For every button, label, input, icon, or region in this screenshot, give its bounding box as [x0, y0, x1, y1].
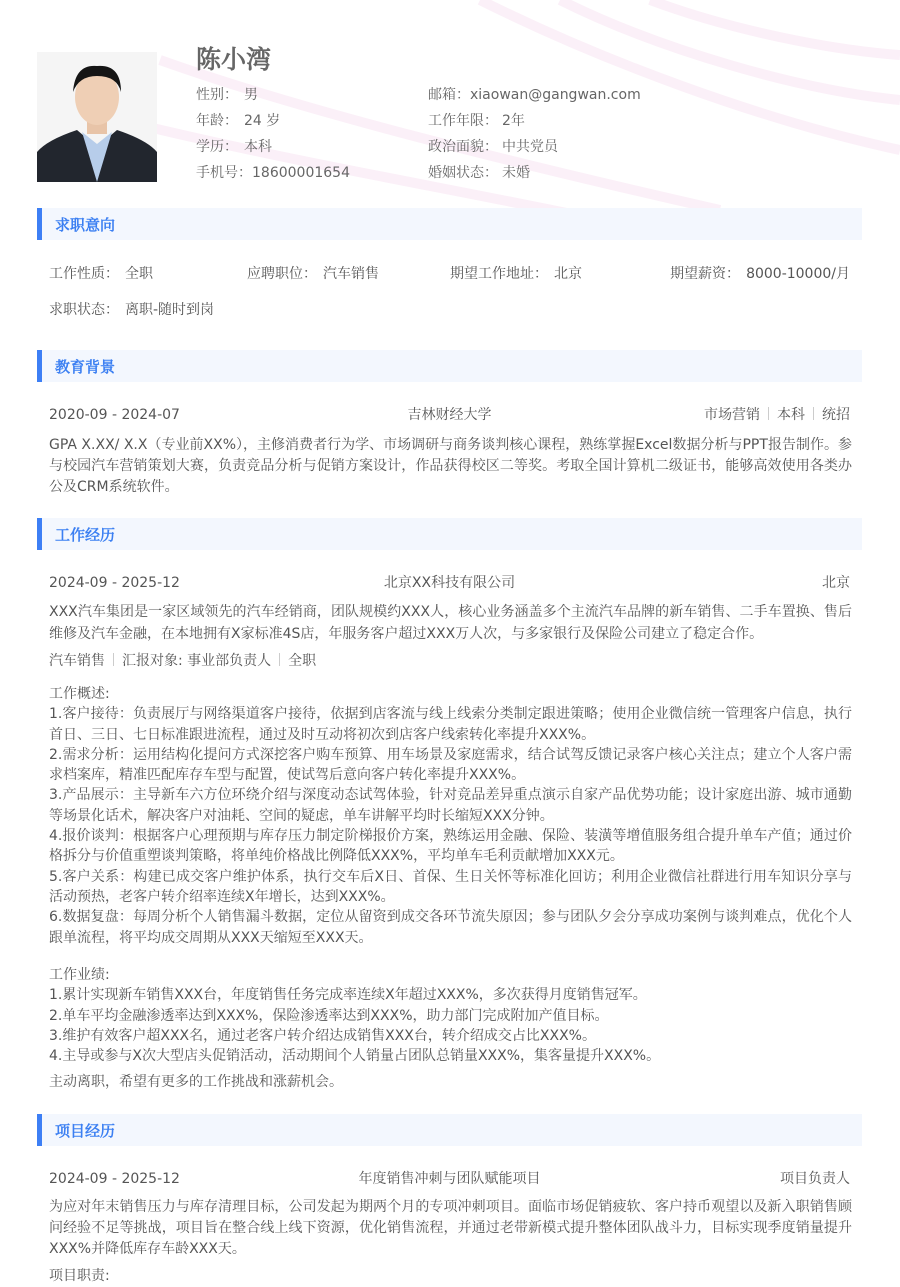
overview-item: 2.需求分析：运用结构化提问方式深挖客户购车预算、用车场景及家庭需求，结合试驾反馈记录客户核心关注点；建立个人客户需求档案库，精准匹配库存车型与配置，使试驾后意向客户转化率提升XXX%。 — [49, 746, 852, 784]
section-header-intent — [37, 208, 862, 240]
tag: 汽车销售 — [49, 653, 105, 669]
email-field — [428, 85, 641, 105]
school-name: 吉林财经大学 — [407, 407, 492, 423]
profile-photo — [37, 52, 157, 182]
section-header-work — [37, 518, 862, 550]
status-label: 求职状态： — [49, 302, 119, 318]
years-value: 2年 — [502, 113, 525, 129]
phone-field — [196, 163, 350, 183]
leave-reason: 主动离职，希望有更多的工作挑战和涨薪机会。 — [49, 1074, 343, 1090]
age-label: 年龄： — [196, 113, 238, 129]
years-label: 工作年限： — [428, 113, 498, 129]
email-value: xiaowan@gangwan.com — [470, 87, 641, 103]
work-achievements — [49, 965, 852, 1066]
job-type-value: 全职 — [125, 266, 153, 282]
education-label: 学历： — [196, 139, 238, 155]
section-header-project — [37, 1114, 862, 1146]
years-field — [428, 111, 525, 131]
overview-item: 5.客户关系：构建已成交客户维护体系，执行交车后X日、首保、生日关怀等标准化回访；利用企业微信社群进行用车知识分享与活动预热，老客户转介绍率连续X年增长，达到XXX%。 — [49, 868, 852, 905]
gender-value: 男 — [244, 87, 258, 103]
location-field — [450, 264, 582, 284]
age-value: 24 岁 — [244, 113, 281, 129]
status-row — [49, 300, 850, 320]
salary-field — [670, 264, 850, 284]
project-role: 项目负责人 — [780, 1171, 850, 1187]
company-name: 北京XX科技有限公司 — [383, 575, 516, 591]
gender-label: 性别： — [196, 87, 238, 103]
phone-value: 18600001654 — [252, 165, 350, 181]
achievements-label: 工作业绩: — [49, 967, 110, 983]
status-value: 离职-随时到岗 — [125, 302, 215, 318]
company-description: XXX汽车集团是一家区域领先的汽车经销商，团队规模约XXX人，核心业务涵盖多个主流汽车品牌的新车销售、二手车置换、售后维修及汽车金融，在本地拥有X家标准4S店，年服务客户超过XXX万人次，与多家银行及保险公司建立了稳定合作。 — [49, 604, 852, 642]
overview-item: 1.客户接待：负责展厅与网络渠道客户接待，依据到店客流与线上线索分类制定跟进策略；使用企业微信统一管理客户信息，执行首日、三日、七日标准跟进流程，通过及时互动将初次到店客户线索转化率提升XXX%。 — [49, 706, 852, 743]
education-description: GPA X.XX/ X.X（专业前XX%），主修消费者行为学、市场调研与商务谈判核心课程，熟练掌握Excel数据分析与PPT报告制作。参与校园汽车营销策划大赛，负责竞品分析与促销方案设计，作品获得校区二等奖。考取全国计算机二级证书，能够高效使用各类办公及CRM系统软件。 — [49, 437, 852, 495]
section-title: 工作经历 — [55, 526, 116, 544]
degree: 本科 — [777, 407, 805, 423]
job-type-field — [49, 264, 153, 284]
section-title: 教育背景 — [55, 358, 116, 376]
section-title: 求职意向 — [55, 216, 116, 234]
marital-label: 婚姻状态： — [428, 165, 498, 181]
achievement-item: 4.主导或参与X次大型店头促销活动，活动期间个人销量占团队总销量XXX%，集客量提升XXX%。 — [49, 1048, 661, 1065]
achievement-item: 3.维护有效客户超XXX名，通过老客户转介绍达成销售XXX台，转介绍成交占比XXX%。 — [49, 1027, 596, 1044]
overview-item: 6.数据复盘：每周分析个人销售漏斗数据，定位从留资到成交各环节流失原因；参与团队夕会分享成功案例与谈判难点，优化个人跟单流程，将平均成交周期从XXX天缩短至XXX天。 — [49, 909, 852, 946]
location-label: 期望工作地址： — [450, 266, 548, 282]
political-field — [428, 137, 558, 157]
project-name: 年度销售冲刺与团队赋能项目 — [358, 1171, 541, 1187]
phone-label: 手机号： — [196, 165, 252, 181]
status-field — [49, 300, 214, 320]
education-meta — [704, 405, 850, 425]
position-label: 应聘职位： — [247, 266, 317, 282]
project-period: 2024-09 - 2025-12 — [49, 1171, 180, 1187]
work-city: 北京 — [822, 575, 850, 591]
location-value: 北京 — [554, 266, 582, 282]
salary-value: 8000-10000/月 — [746, 266, 850, 282]
email-label: 邮箱： — [428, 87, 470, 103]
gender-field — [196, 85, 258, 105]
enroll-type: 统招 — [822, 407, 850, 423]
overview-label: 工作概述: — [49, 686, 110, 702]
work-overview — [49, 684, 852, 948]
project-duties-label: 项目职责: — [49, 1268, 110, 1284]
position-field — [247, 264, 379, 284]
candidate-name: 陈小湾 — [196, 45, 272, 74]
work-period: 2024-09 - 2025-12 — [49, 575, 180, 591]
age-field — [196, 111, 280, 131]
education-field — [196, 137, 272, 157]
position-value: 汽车销售 — [323, 266, 379, 282]
marital-value: 未婚 — [502, 165, 530, 181]
project-description: 为应对年末销售压力与库存清理目标，公司发起为期两个月的专项冲刺项目。面临市场促销疲软、客户持币观望以及新入职销售顾问经验不足等挑战，项目旨在整合线上线下资源，优化销售流程，并通过老带新模式提升整体团队战斗力，目标实现季度销量提升XXX%并降低库存车龄XXX天。 — [49, 1199, 852, 1257]
work-tags — [49, 651, 850, 671]
achievement-item: 2.单车平均金融渗透率达到XXX%，保险渗透率达到XXX%，助力部门完成附加产值目标。 — [49, 1007, 609, 1024]
education-row — [49, 405, 850, 425]
section-title: 项目经历 — [55, 1122, 116, 1140]
tag: 汇报对象: 事业部负责人 — [122, 653, 272, 669]
overview-item: 3.产品展示：主导新车六方位环绕介绍与深度动态试驾体验，针对竞品差异重点演示自家产品优势功能；设计家庭出游、城市通勤等场景化话术，解决客户对油耗、空间的疑虑，单车讲解平均时长缩短XXX分钟。 — [49, 787, 852, 824]
marital-field — [428, 163, 530, 183]
major: 市场营销 — [704, 407, 760, 423]
project-row — [49, 1169, 850, 1189]
section-header-education — [37, 350, 862, 382]
job-type-label: 工作性质： — [49, 266, 119, 282]
overview-item: 4.报价谈判：根据客户心理预期与库存压力制定阶梯报价方案，熟练运用金融、保险、装潢等增值服务组合提升单车产值；通过价格拆分与价值重塑谈判策略，将单纯价格战比例降低XXX%，平均单车毛利贡献增加XXX元。 — [49, 828, 852, 865]
political-label: 政治面貌： — [428, 139, 498, 155]
education-period: 2020-09 - 2024-07 — [49, 407, 180, 423]
political-value: 中共党员 — [502, 139, 558, 155]
achievement-item: 1.累计实现新车销售XXX台，年度销售任务完成率连续X年超过XXX%，多次获得月度销售冠军。 — [49, 987, 647, 1004]
work-row — [49, 573, 850, 593]
tag: 全职 — [288, 653, 317, 669]
education-value: 本科 — [244, 139, 272, 155]
intent-row — [49, 264, 850, 284]
salary-label: 期望薪资： — [670, 266, 741, 282]
